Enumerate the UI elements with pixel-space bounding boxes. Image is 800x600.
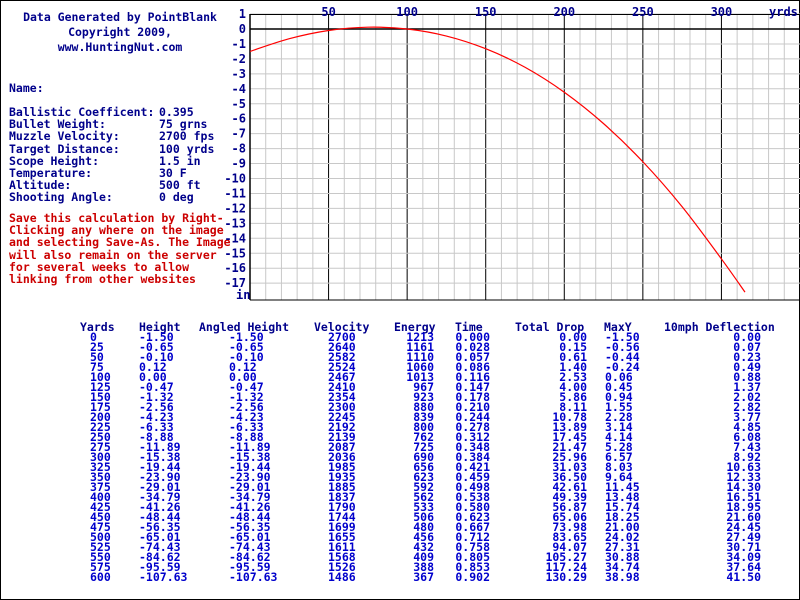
- table-cell: 375: [90, 480, 111, 494]
- table-cell: 0: [90, 330, 97, 344]
- x-axis-label: yrds: [769, 5, 798, 19]
- table-cell: 0.805: [455, 550, 490, 564]
- table-cell: 1985: [328, 460, 356, 474]
- table-cell: 525: [90, 540, 111, 554]
- credit-line-1: Data Generated by PointBlank: [23, 10, 217, 24]
- table-cell: 275: [90, 440, 111, 454]
- table-cell: 50: [90, 350, 104, 364]
- table-cell: -107.63: [139, 570, 188, 584]
- table-cell: 27.49: [726, 530, 761, 544]
- y-tick-label: -6: [231, 111, 246, 126]
- table-cell: 1699: [328, 520, 356, 534]
- column-header: Energy: [394, 320, 436, 334]
- table-cell: 432: [413, 540, 434, 554]
- table-cell: 83.65: [552, 530, 587, 544]
- table-cell: 350: [90, 470, 111, 484]
- table-cell: 0.758: [455, 540, 490, 554]
- table-cell: 0.45: [605, 380, 633, 394]
- info-value: 0 deg: [159, 190, 194, 205]
- info-label: Temperature:: [9, 166, 93, 180]
- x-tick-label: 300: [710, 5, 733, 19]
- table-cell: 21.00: [605, 520, 640, 534]
- table-cell: 2410: [328, 380, 356, 394]
- table-cell: -2.56: [229, 400, 264, 414]
- column-header: Time: [455, 320, 483, 334]
- y-tick-label: -12: [224, 201, 246, 216]
- table-cell: 6.08: [733, 430, 761, 444]
- table-cell: 0.15: [559, 340, 587, 354]
- table-cell: -0.10: [139, 350, 174, 364]
- table-cell: 8.92: [733, 450, 761, 464]
- table-cell: -4.23: [139, 410, 174, 424]
- table-cell: 2036: [328, 450, 356, 464]
- table-cell: -1.50: [229, 330, 264, 344]
- table-cell: 1.37: [733, 380, 761, 394]
- y-tick-label: -14: [224, 231, 246, 246]
- table-cell: -56.35: [229, 520, 271, 534]
- table-cell: 2.82: [733, 400, 761, 414]
- y-tick-label: -17: [224, 276, 246, 291]
- info-label: Muzzle Velocity:: [9, 129, 120, 144]
- table-cell: 0.12: [229, 360, 257, 374]
- table-cell: 425: [90, 500, 111, 514]
- table-cell: 2524: [328, 360, 356, 374]
- table-cell: 0.61: [559, 350, 587, 364]
- table-cell: 3.77: [733, 410, 761, 424]
- table-cell: 15.74: [605, 500, 640, 514]
- table-cell: 5.86: [559, 390, 587, 404]
- table-cell: 18.95: [726, 500, 761, 514]
- table-cell: -23.90: [139, 470, 181, 484]
- table-cell: 0.07: [733, 340, 761, 354]
- table-cell: 367: [413, 570, 434, 584]
- table-cell: 0.94: [605, 390, 633, 404]
- table-cell: 0.000: [455, 330, 490, 344]
- table-cell: -29.01: [229, 480, 271, 494]
- table-cell: -1.50: [605, 330, 640, 344]
- table-cell: 2087: [328, 440, 356, 454]
- table-cell: -8.88: [229, 430, 264, 444]
- table-cell: -65.01: [229, 530, 271, 544]
- table-cell: 2354: [328, 390, 356, 404]
- table-cell: 105.27: [545, 550, 587, 564]
- table-cell: -84.62: [139, 550, 181, 564]
- table-cell: 117.24: [545, 560, 587, 574]
- table-cell: 0.00: [229, 370, 257, 384]
- info-label: Bullet Weight:: [9, 117, 106, 132]
- y-tick-label: 1: [238, 7, 246, 22]
- table-cell: 2640: [328, 340, 356, 354]
- table-cell: -15.38: [139, 450, 181, 464]
- table-cell: -41.26: [229, 500, 271, 514]
- table-cell: -0.47: [229, 380, 264, 394]
- table-cell: 325: [90, 460, 111, 474]
- trajectory-line: [250, 27, 745, 292]
- table-cell: 41.50: [726, 570, 761, 584]
- table-cell: 12.33: [726, 470, 761, 484]
- table-cell: -29.01: [139, 480, 181, 494]
- table-cell: -6.33: [229, 420, 264, 434]
- table-cell: 125: [90, 380, 111, 394]
- table-cell: 1.55: [605, 400, 633, 414]
- table-cell: -0.44: [605, 350, 640, 364]
- table-cell: 0.23: [733, 350, 761, 364]
- y-tick-labels: [224, 7, 246, 290]
- table-cell: -74.43: [229, 540, 271, 554]
- table-cell: 2192: [328, 420, 356, 434]
- table-cell: 5.28: [605, 440, 633, 454]
- table-cell: -48.44: [229, 510, 271, 524]
- info-label: Target Distance:: [9, 141, 120, 156]
- x-tick-label: 50: [321, 5, 336, 19]
- table-cell: 1060: [406, 360, 434, 374]
- table-cell: 30.71: [726, 540, 761, 554]
- y-tick-label: -16: [224, 261, 246, 276]
- table-cell: 4.14: [605, 430, 633, 444]
- table-cell: 100: [90, 370, 111, 384]
- table-cell: 6.57: [605, 450, 633, 464]
- name-label: Name:: [9, 81, 44, 95]
- credit-line-2: Copyright 2009,: [68, 25, 172, 39]
- table-cell: -23.90: [229, 470, 271, 484]
- column-header: Yards: [80, 320, 115, 334]
- table-cell: 0.49: [733, 360, 761, 374]
- table-cell: 0.06: [605, 370, 633, 384]
- table-cell: 456: [413, 530, 434, 544]
- table-cell: 0.178: [455, 390, 490, 404]
- table-cell: 25.96: [552, 450, 587, 464]
- table-cell: 14.30: [726, 480, 761, 494]
- credit-url: www.HuntingNut.com: [57, 40, 183, 54]
- table-cell: 1486: [328, 570, 356, 584]
- table-cell: -8.88: [139, 430, 174, 444]
- table-cell: 175: [90, 400, 111, 414]
- table-cell: -19.44: [139, 460, 181, 474]
- info-value: 30 F: [159, 166, 187, 180]
- y-tick-label: -13: [224, 216, 246, 231]
- y-tick-label: -3: [231, 66, 246, 81]
- table-cell: 65.06: [552, 510, 587, 524]
- table-cell: -4.23: [229, 410, 264, 424]
- table-cell: -65.01: [139, 530, 181, 544]
- table-cell: 592: [413, 480, 434, 494]
- table-cell: 73.98: [552, 520, 587, 534]
- table-cell: 2.02: [733, 390, 761, 404]
- table-cell: 1837: [328, 490, 356, 504]
- table-cell: 2700: [328, 330, 356, 344]
- column-header: MaxY: [604, 320, 632, 334]
- table-cell: -95.59: [139, 560, 181, 574]
- y-tick-label: -1: [231, 36, 246, 51]
- table-cell: 0.88: [733, 370, 761, 384]
- table-cell: 0.12: [139, 360, 167, 374]
- table-cell: -0.24: [605, 360, 640, 374]
- table-cell: -19.44: [229, 460, 271, 474]
- table-cell: 0.902: [455, 570, 490, 584]
- table-cell: 0.057: [455, 350, 490, 364]
- table-cell: 762: [413, 430, 434, 444]
- trajectory-series: [250, 27, 745, 292]
- table-cell: 130.29: [545, 570, 587, 584]
- table-cell: 880: [413, 400, 434, 414]
- table-cell: -11.89: [229, 440, 271, 454]
- table-cell: 34.74: [605, 560, 640, 574]
- table-cell: 27.31: [605, 540, 640, 554]
- table-cell: 0.210: [455, 400, 490, 414]
- table-cell: 42.61: [552, 480, 587, 494]
- table-cell: 0.278: [455, 420, 490, 434]
- table-cell: -11.89: [139, 440, 181, 454]
- table-cell: -1.32: [139, 390, 174, 404]
- table-cell: 2582: [328, 350, 356, 364]
- y-tick-label: -15: [224, 246, 246, 261]
- table-cell: 1744: [328, 510, 356, 524]
- table-cell: 1526: [328, 560, 356, 574]
- y-tick-label: 0: [238, 22, 246, 36]
- table-cell: 0.538: [455, 490, 490, 504]
- table-cell: 1611: [328, 540, 356, 554]
- table-cell: 31.03: [552, 460, 587, 474]
- table-cell: -74.43: [139, 540, 181, 554]
- table-cell: 18.25: [605, 510, 640, 524]
- info-value: 0.395: [159, 105, 194, 119]
- info-value: 500 ft: [159, 178, 201, 193]
- table-cell: 533: [413, 500, 434, 514]
- table-cell: -34.79: [229, 490, 271, 504]
- x-tick-labels: [321, 5, 732, 19]
- table-cell: 49.39: [552, 490, 587, 504]
- table-cell: -107.63: [229, 570, 278, 584]
- table-cell: 0.459: [455, 470, 490, 484]
- info-value: 2700 fps: [159, 129, 215, 144]
- table-cell: 0.853: [455, 560, 490, 574]
- table-cell: 0.028: [455, 340, 490, 354]
- table-cell: -34.79: [139, 490, 181, 504]
- y-tick-label: -11: [224, 186, 246, 201]
- y-tick-label: -2: [231, 51, 246, 66]
- table-cell: 2245: [328, 410, 356, 424]
- table-cell: 200: [90, 410, 111, 424]
- table-cell: -95.59: [229, 560, 271, 574]
- column-header: 10mph Deflection: [664, 320, 775, 334]
- table-cell: 25: [90, 340, 104, 354]
- table-cell: 409: [413, 550, 434, 564]
- y-axis-label: in: [236, 288, 251, 302]
- table-cell: 24.45: [726, 520, 761, 534]
- info-label: Shooting Angle:: [9, 190, 113, 205]
- table-cell: 400: [90, 490, 111, 504]
- table-cell: 17.45: [552, 430, 587, 444]
- column-header: Height: [139, 320, 181, 334]
- x-tick-label: 150: [474, 5, 497, 19]
- table-cell: 13.89: [552, 420, 587, 434]
- table-cell: 0.348: [455, 440, 490, 454]
- table-cell: 1161: [406, 340, 434, 354]
- y-tick-label: -10: [224, 171, 246, 186]
- table-cell: 8.03: [605, 460, 633, 474]
- table-cell: 0.00: [733, 330, 761, 344]
- table-cell: 0.498: [455, 480, 490, 494]
- table-cell: 0.712: [455, 530, 490, 544]
- table-cell: 3.14: [605, 420, 633, 434]
- y-tick-label: -7: [231, 126, 246, 141]
- y-tick-label: -8: [231, 141, 246, 156]
- column-header: Angled Height: [199, 320, 290, 334]
- table-cell: 0.667: [455, 520, 490, 534]
- table-cell: 150: [90, 390, 111, 404]
- table-cell: -56.35: [139, 520, 181, 534]
- table-cell: 575: [90, 560, 111, 574]
- table-cell: 30.88: [605, 550, 640, 564]
- table-cell: 2467: [328, 370, 356, 384]
- table-cell: -0.65: [229, 340, 264, 354]
- info-value: 1.5 in: [159, 153, 201, 168]
- save-instructions: Save this calculation by Right-Clicking any where on the image and selecting Save-As. The Image will also remain on the server for several weeks to allow linking from other websites: [9, 211, 231, 287]
- table-cell: 37.64: [726, 560, 761, 574]
- table-cell: 1213: [406, 330, 434, 344]
- table-cell: 4.85: [733, 420, 761, 434]
- info-value: 75 grns: [159, 117, 208, 132]
- table-cell: 0.384: [455, 450, 490, 464]
- info-label: Altitude:: [9, 178, 72, 193]
- table-cell: 800: [413, 420, 434, 434]
- table-cell: 0.00: [559, 330, 587, 344]
- table-cell: 24.02: [605, 530, 640, 544]
- x-tick-label: 100: [396, 5, 418, 19]
- chart-grid: [250, 14, 800, 300]
- y-tick-label: -9: [231, 156, 246, 171]
- table-cell: 0.147: [455, 380, 490, 394]
- column-header: Velocity: [314, 320, 370, 334]
- info-label: Ballistic Coefficent:: [9, 105, 155, 119]
- table-cell: 21.47: [552, 440, 587, 454]
- table-cell: 10.63: [726, 460, 761, 474]
- table-cell: 0.086: [455, 360, 490, 374]
- table-cell: 4.00: [559, 380, 587, 394]
- column-header: Total Drop: [515, 320, 585, 334]
- table-cell: 0.116: [455, 370, 490, 384]
- table-cell: -1.50: [139, 330, 174, 344]
- table-cell: 623: [413, 470, 434, 484]
- table-cell: -15.38: [229, 450, 271, 464]
- table-cell: 2.28: [605, 410, 633, 424]
- table-cell: 0.580: [455, 500, 490, 514]
- table-cell: 75: [90, 360, 104, 374]
- table-cell: 0.421: [455, 460, 490, 474]
- table-cell: -2.56: [139, 400, 174, 414]
- table-cell: -48.44: [139, 510, 181, 524]
- table-cell: 38.98: [605, 570, 640, 584]
- table-cell: 450: [90, 510, 111, 524]
- table-cell: 1790: [328, 500, 356, 514]
- table-cell: 656: [413, 460, 434, 474]
- table-cell: 1013: [406, 370, 434, 384]
- table-cell: 923: [413, 390, 434, 404]
- table-cell: -0.10: [229, 350, 264, 364]
- table-cell: 1568: [328, 550, 356, 564]
- table-cell: 480: [413, 520, 434, 534]
- table-cell: 2139: [328, 430, 356, 444]
- table-cell: 225: [90, 420, 111, 434]
- table-cell: 1.40: [559, 360, 587, 374]
- table-cell: 250: [90, 430, 111, 444]
- table-cell: 8.11: [559, 400, 587, 414]
- table-cell: 7.43: [733, 440, 761, 454]
- table-cell: 11.45: [605, 480, 640, 494]
- table-cell: -0.47: [139, 380, 174, 394]
- y-tick-label: -4: [231, 81, 246, 96]
- table-cell: 1110: [406, 350, 434, 364]
- table-cell: 1655: [328, 530, 356, 544]
- info-value: 100 yrds: [159, 141, 215, 156]
- table-cell: 0.244: [455, 410, 490, 424]
- table-cell: 839: [413, 410, 434, 424]
- info-label: Scope Height:: [9, 153, 100, 168]
- table-cell: 600: [90, 570, 111, 584]
- table-cell: -1.32: [229, 390, 264, 404]
- table-cell: -0.56: [605, 340, 640, 354]
- table-cell: 1935: [328, 470, 356, 484]
- table-cell: 21.60: [726, 510, 761, 524]
- table-cell: 725: [413, 440, 434, 454]
- table-cell: 562: [413, 490, 434, 504]
- table-cell: 34.09: [726, 550, 761, 564]
- table-cell: 9.64: [605, 470, 633, 484]
- table-cell: 94.07: [552, 540, 587, 554]
- table-cell: -0.65: [139, 340, 174, 354]
- table-cell: 550: [90, 550, 111, 564]
- table-cell: 0.00: [139, 370, 167, 384]
- table-cell: 388: [413, 560, 434, 574]
- table-cell: 10.78: [552, 410, 587, 424]
- table-cell: 13.48: [605, 490, 640, 504]
- table-cell: -41.26: [139, 500, 181, 514]
- table-cell: 1885: [328, 480, 356, 494]
- table-cell: -84.62: [229, 550, 271, 564]
- y-tick-label: -5: [231, 96, 246, 111]
- table-cell: 967: [413, 380, 434, 394]
- x-tick-label: 200: [553, 5, 576, 19]
- table-cell: 0.623: [455, 510, 490, 524]
- table-cell: 2300: [328, 400, 356, 414]
- table-cell: 506: [413, 510, 434, 524]
- table-cell: -6.33: [139, 420, 174, 434]
- table-cell: 690: [413, 450, 434, 464]
- table-cell: 300: [90, 450, 111, 464]
- table-cell: 56.87: [552, 500, 587, 514]
- table-cell: 2.53: [559, 370, 587, 384]
- table-cell: 475: [90, 520, 111, 534]
- table-cell: 500: [90, 530, 111, 544]
- x-tick-label: 250: [632, 5, 654, 19]
- table-cell: 36.50: [552, 470, 587, 484]
- table-cell: 16.51: [726, 490, 761, 504]
- table-cell: 0.312: [455, 430, 490, 444]
